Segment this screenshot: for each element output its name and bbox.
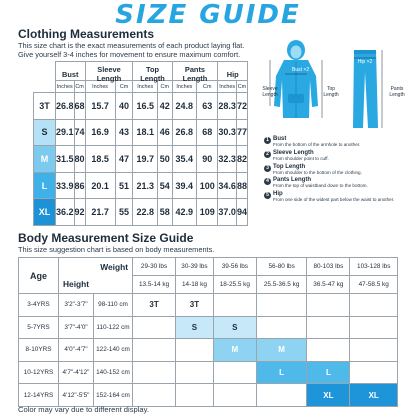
body-section-title: Body Measurement Size Guide: [18, 231, 194, 245]
unit-inches: Inches: [85, 81, 115, 93]
age-cell: 3-4YRS: [19, 294, 59, 317]
weight-kg-cell: 14-18 kg: [176, 276, 214, 294]
weight-kg-cell: 13.5-14 kg: [133, 276, 176, 294]
header-bust: Bust: [56, 62, 86, 81]
unit-cm: Cm: [157, 81, 172, 93]
table-cell: 42.9: [172, 199, 197, 226]
table-row: [34, 119, 248, 146]
empty-cell: [350, 316, 398, 339]
weight-kg-cell: 25.5-36.5 kg: [256, 276, 306, 294]
legend-item-pants-length: [264, 177, 414, 191]
table-cell: 77: [236, 119, 247, 146]
table-cell: 26.8: [56, 93, 75, 120]
table-cell: 94: [236, 199, 247, 226]
table-cell: 40: [115, 93, 133, 120]
unit-inches: Inches: [56, 81, 75, 93]
table-row: [34, 172, 248, 199]
header-top-length: Top Length: [133, 62, 172, 81]
size-label: M: [34, 146, 56, 173]
table-cell: 20.1: [85, 172, 115, 199]
legend-number: 3: [264, 165, 271, 172]
body-measurement-table: [18, 257, 398, 407]
table-row: [34, 146, 248, 173]
unit-inches: Inches: [133, 81, 157, 93]
table-cell: 51: [115, 172, 133, 199]
table-cell: 18.1: [133, 119, 157, 146]
legend-description: From shoulder point to cuff.: [273, 155, 329, 161]
unit-cm: Cm: [236, 81, 247, 93]
unit-cm: Cm: [74, 81, 85, 93]
legend-title: Sleeve Length: [273, 149, 314, 156]
table-row: [19, 361, 398, 384]
label-hip-x2: Hip ×2: [357, 59, 373, 65]
table-row: [19, 384, 398, 407]
garment-illustration: [262, 36, 412, 136]
height-cm-cell: 110-122 cm: [94, 316, 133, 339]
size-fill-m: M: [256, 339, 306, 362]
table-row: [19, 339, 398, 362]
unit-cm: Cm: [115, 81, 133, 93]
size-fill-xl: XL: [307, 384, 350, 407]
legend-item-bust: [264, 136, 414, 150]
height-cm-cell: 98-110 cm: [94, 294, 133, 317]
table-cell: 72: [236, 93, 247, 120]
size-fill-l: L: [307, 361, 350, 384]
table-cell: 18.5: [85, 146, 115, 173]
size-fill-l: L: [256, 361, 306, 384]
size-fill-m: M: [213, 339, 256, 362]
table-cell: 19.7: [133, 146, 157, 173]
empty-cell: [213, 361, 256, 384]
age-cell: 5-7YRS: [19, 316, 59, 339]
height-inches-cell: 4'0"-4'7": [59, 339, 94, 362]
legend-item-sleeve-length: [264, 150, 414, 164]
height-inches-cell: 3'2"-3'7": [59, 294, 94, 317]
label-sleeve-length: Sleeve Length: [262, 86, 278, 98]
height-header: Height: [59, 276, 133, 294]
table-cell: 16.9: [85, 119, 115, 146]
weight-lbs-cell: 103-128 lbs: [350, 258, 398, 276]
empty-cell: [256, 384, 306, 407]
height-cm-cell: 122-140 cm: [94, 339, 133, 362]
legend-number: 4: [264, 178, 271, 185]
size-fill-3t: 3T: [176, 294, 214, 317]
table-row: [34, 199, 248, 226]
table-cell: 88: [236, 172, 247, 199]
empty-cell: [133, 316, 176, 339]
table-cell: 37.0: [218, 199, 237, 226]
legend-item-top-length: [264, 164, 414, 178]
legend-description: From the top of waistband down to the bottom.: [273, 183, 368, 189]
table-cell: 16.5: [133, 93, 157, 120]
height-cm-cell: 140-152 cm: [94, 361, 133, 384]
table-cell: 26.8: [172, 119, 197, 146]
empty-cell: [307, 294, 350, 317]
clothing-subtitle-2: Give yourself 3-4 inches for movement to ensure maximum comfort.: [18, 50, 241, 59]
clothing-subtitle-1: This size chart is the exact measurements of each product laying flat.: [18, 41, 245, 50]
empty-cell: [176, 384, 214, 407]
weight-kg-cell: 18-25.5 kg: [213, 276, 256, 294]
table-row: [19, 294, 398, 317]
table-cell: 30.3: [218, 119, 237, 146]
table-cell: 63: [197, 93, 218, 120]
empty-cell: [350, 339, 398, 362]
table-cell: 55: [115, 199, 133, 226]
legend-item-hip: [264, 191, 414, 209]
label-pants-length: Pants Length: [389, 86, 405, 98]
unit-inches: Inches: [172, 81, 197, 93]
table-cell: 34.6: [218, 172, 237, 199]
table-cell: 50: [157, 146, 172, 173]
empty-cell: [307, 339, 350, 362]
hoodie-shape: [274, 40, 318, 118]
table-cell: 68: [74, 93, 85, 120]
label-bust-x2: Bust ×2: [292, 67, 310, 73]
age-header: Age: [19, 258, 59, 294]
empty-cell: [256, 294, 306, 317]
legend-title: Bust: [273, 136, 287, 142]
empty-cell: [350, 361, 398, 384]
weight-lbs-cell: 30-39 lbs: [176, 258, 214, 276]
size-fill-3t: 3T: [133, 294, 176, 317]
table-cell: 80: [74, 146, 85, 173]
table-corner: [34, 62, 56, 93]
clothing-section-title: Clothing Measurements: [18, 27, 155, 41]
table-cell: 74: [74, 119, 85, 146]
height-inches-cell: 4'7"-4'12": [59, 361, 94, 384]
table-cell: 15.7: [85, 93, 115, 120]
weight-kg-cell: 36.5-47 kg: [307, 276, 350, 294]
table-cell: 22.8: [133, 199, 157, 226]
body-subtitle: This size suggestion chart is based on body measurements.: [18, 245, 215, 254]
table-cell: 43: [115, 119, 133, 146]
header-hip: Hip: [218, 62, 248, 81]
table-cell: 86: [74, 172, 85, 199]
legend-number: 2: [264, 151, 271, 158]
empty-cell: [350, 294, 398, 317]
header-pants-length: Pants Length: [172, 62, 218, 81]
legend-description: From shoulder to the bottom of the clothing.: [273, 169, 362, 175]
clothing-measurement-table: [33, 61, 248, 226]
table-cell: 24.8: [172, 93, 197, 120]
size-fill-s: S: [213, 316, 256, 339]
legend-description: From the bottom of the armhole to another.: [273, 142, 361, 147]
header-sleeve-length: Sleeve Length: [85, 62, 133, 81]
table-cell: 90: [197, 146, 218, 173]
legend-title: Hip: [273, 191, 283, 198]
table-cell: 35.4: [172, 146, 197, 173]
size-label: 3T: [34, 93, 56, 120]
table-cell: 46: [157, 119, 172, 146]
table-cell: 31.5: [56, 146, 75, 173]
empty-cell: [213, 384, 256, 407]
legend-title: Top Length: [273, 163, 306, 170]
measurement-legend: [264, 136, 414, 209]
table-cell: 42: [157, 93, 172, 120]
table-cell: 109: [197, 199, 218, 226]
table-cell: 33.9: [56, 172, 75, 199]
legend-title: Pants Length: [273, 177, 312, 184]
table-cell: 39.4: [172, 172, 197, 199]
table-cell: 36.2: [56, 199, 75, 226]
weight-lbs-cell: 80-103 lbs: [307, 258, 350, 276]
empty-cell: [176, 361, 214, 384]
table-cell: 21.7: [85, 199, 115, 226]
size-fill-xl: XL: [350, 384, 398, 407]
empty-cell: [256, 316, 306, 339]
table-cell: 32.3: [218, 146, 237, 173]
weight-lbs-cell: 39-56 lbs: [213, 258, 256, 276]
empty-cell: [307, 316, 350, 339]
weight-lbs-cell: 29-30 lbs: [133, 258, 176, 276]
age-cell: 10-12YRS: [19, 361, 59, 384]
age-cell: 8-10YRS: [19, 339, 59, 362]
weight-header: Weight: [59, 258, 133, 276]
empty-cell: [133, 384, 176, 407]
age-cell: 12-14YRS: [19, 384, 59, 407]
table-cell: 47: [115, 146, 133, 173]
legend-number: 1: [264, 137, 271, 144]
empty-cell: [213, 294, 256, 317]
table-cell: 54: [157, 172, 172, 199]
color-disclaimer: Color may vary due to different display.: [18, 405, 149, 414]
label-top-length: Top Length: [323, 86, 339, 98]
table-cell: 21.3: [133, 172, 157, 199]
height-inches-cell: 4'12"-5'5": [59, 384, 94, 407]
height-cm-cell: 152-164 cm: [94, 384, 133, 407]
table-cell: 68: [197, 119, 218, 146]
empty-cell: [133, 339, 176, 362]
table-cell: 100: [197, 172, 218, 199]
legend-number: 5: [264, 192, 271, 199]
size-label: XL: [34, 199, 56, 226]
table-cell: 82: [236, 146, 247, 173]
empty-cell: [133, 361, 176, 384]
table-cell: 92: [74, 199, 85, 226]
weight-lbs-cell: 56-80 lbs: [256, 258, 306, 276]
table-row: [19, 316, 398, 339]
size-label: L: [34, 172, 56, 199]
legend-description: From one side of the widest part below the waist to another.: [273, 197, 395, 203]
unit-cm: Cm: [197, 81, 218, 93]
size-label: S: [34, 119, 56, 146]
table-cell: 29.1: [56, 119, 75, 146]
page-title: SIZE GUIDE: [115, 0, 301, 30]
weight-kg-cell: 47-58.5 kg: [350, 276, 398, 294]
height-inches-cell: 3'7"-4'0": [59, 316, 94, 339]
table-cell: 28.3: [218, 93, 237, 120]
unit-inches: Inches: [218, 81, 237, 93]
empty-cell: [176, 339, 214, 362]
table-cell: 58: [157, 199, 172, 226]
size-fill-s: S: [176, 316, 214, 339]
table-row: [34, 93, 248, 120]
